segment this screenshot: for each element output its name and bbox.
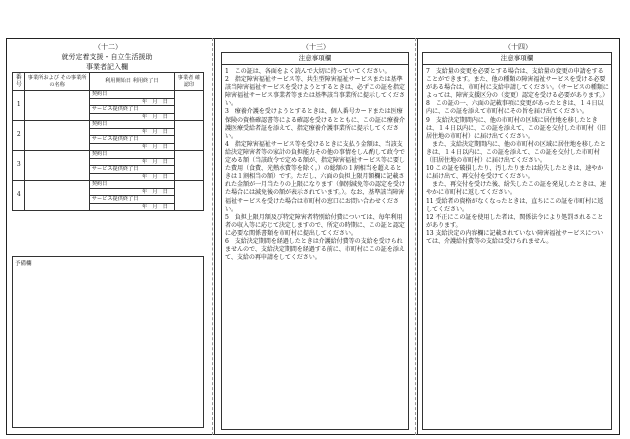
notice-paragraph: 1 この証は、各面をよく読んで大切に持っていてください。 bbox=[225, 68, 391, 75]
registry-table bbox=[12, 72, 204, 211]
contract-date-value: 年 月 日 bbox=[89, 158, 174, 166]
contract-date-value: 年 月 日 bbox=[89, 188, 174, 196]
notice-heading-middle: 注意事項欄 bbox=[221, 52, 409, 65]
service-end-label: サービス提供終了日 bbox=[89, 136, 174, 144]
notice-paragraph: 2 指定障害福祉サービス等、共生型障害福祉サービスまたは基準該当障害福祉サービスを受けようとするときは、必ずこの証を指定障害福祉サービス事業者等または基準該当事業所に提示してください。 bbox=[225, 76, 405, 108]
confirm-seal-cell[interactable] bbox=[174, 181, 203, 211]
business-cell[interactable] bbox=[25, 91, 89, 121]
header-confirm: 事業者 確認印 bbox=[174, 73, 203, 91]
notice-body-right bbox=[426, 68, 609, 246]
notice-paragraph: また、再交付を受けた後、紛失したこの証を発見したときは、速やかに市町村に返してください。 bbox=[426, 181, 606, 197]
notice-paragraph: 10 この証を破損したり、汚したりまたは紛失したときは、速やかに届け出て、再交付を受けてください。 bbox=[426, 165, 604, 181]
confirm-seal-cell[interactable] bbox=[174, 91, 203, 121]
header-business: 事業所および その事業所の名称 bbox=[25, 73, 89, 91]
service-end-value: 年 月 日 bbox=[89, 173, 174, 181]
fold-line-right bbox=[415, 38, 416, 435]
notice-paragraph: 3 療養介護を受けようとするときは、個人番号カードまたは医療保険の資格確認書等による確認を受けるとともに、この証に療養介護医療受給者証を添えて、指定療養介護事業所に提示してください。 bbox=[225, 108, 405, 140]
page-divider-left bbox=[214, 38, 215, 435]
notice-heading-right: 注意事項欄 bbox=[422, 52, 612, 65]
contract-date-label: 契約日 bbox=[89, 151, 174, 159]
registry-title-line1: 就労定着支援・自立生活援助 bbox=[61, 53, 153, 61]
service-end-value: 年 月 日 bbox=[89, 203, 174, 211]
registry-header-row bbox=[13, 73, 204, 91]
fold-line-left bbox=[212, 38, 213, 435]
contract-date-label: 契約日 bbox=[89, 91, 174, 99]
row-number: 3 bbox=[13, 151, 25, 181]
service-end-label: サービス提供終了日 bbox=[89, 166, 174, 174]
header-number: 番号 bbox=[13, 73, 25, 91]
contract-date-value: 年 月 日 bbox=[89, 128, 174, 136]
business-cell[interactable] bbox=[25, 181, 89, 211]
contract-date-label: 契約日 bbox=[89, 121, 174, 129]
page-number-14: （十四） bbox=[504, 43, 532, 51]
remarks-label: 予備欄 bbox=[15, 261, 32, 267]
notice-body-middle bbox=[225, 68, 406, 262]
notice-paragraph: 6 支給決定期間を経過したときは介護給付費等の支給を受けられませんので、支給決定期間を経過する前に、市町村にこの証を添えて、支給の再申請をしてください。 bbox=[225, 237, 405, 262]
service-end-value: 年 月 日 bbox=[89, 143, 174, 151]
notice-paragraph: 8 この証の一、六面の記載事項に変更があったときは、１４日以内に、この証を添えて市町村にその旨を届け出てください。 bbox=[426, 100, 604, 116]
notice-paragraph: 9 支給決定期間内に、他の市町村の区域に居住地を移したときは、１４日以内に、この証を添えて、この証を交付した市町村（旧居住地の市町村）に届け出てください。 bbox=[426, 116, 606, 140]
registry-title bbox=[12, 52, 202, 72]
notice-paragraph: また、支給決定期間内に、他の市町村の区域に居住地を移したときは、１４日以内に、この証を添えて、この証を交付した市町村（旧居住地の市町村）に届け出てください。 bbox=[426, 140, 606, 165]
service-end-label: サービス提供終了日 bbox=[89, 106, 174, 114]
remarks-field[interactable] bbox=[12, 256, 204, 428]
row-number: 1 bbox=[13, 91, 25, 121]
table-row bbox=[13, 91, 204, 99]
service-end-value: 年 月 日 bbox=[89, 113, 174, 121]
table-row bbox=[13, 181, 204, 189]
contract-date-value: 年 月 日 bbox=[89, 98, 174, 106]
page-number-12: （十二） bbox=[94, 43, 122, 51]
notice-paragraph: 11 受給者の資格がなくなったときは、直ちにこの証を市町村に返してください。 bbox=[426, 197, 604, 213]
notice-paragraph: 7 支給量の変更を必要とする場合は、支給量の変更の申請をすることができます。また、他の種類の障害福祉サービスを受ける必要がある場合は、市町村に支給申請してください。（サービスの種類によっては、障害支援区分の（変更）認定を受ける必要があります。） bbox=[426, 68, 609, 100]
page-divider-right bbox=[417, 38, 418, 435]
notice-paragraph: 5 負担上限月額及び特定障害者特別給付費については、毎年利用者の収入等に応じて決定しますので、所定の時期に、この証と認定に必要な関係書類を市町村に提出してください。 bbox=[225, 213, 405, 237]
confirm-seal-cell[interactable] bbox=[174, 151, 203, 181]
notice-paragraph: 4 指定障害福祉サービス等を受けるときに支払う金額は、当該支給決定障害者等の家計の負担能力その他の事情をしん酌して政令で定める額（当該政令で定める額が、指定障害福祉サービス等に要した費用（食費、光熱水費等を除く。）の総額の１割相当を超えるときは１割相当の額）です。ただし、六面の負担上限月額欄に記載された金額が一月当たりの上限になります（個別減免等の認定を受けた場合には減免後の額が表示されています。）。なお、基準該当障害福祉サービスを受けた場合は市町村の窓口にお問い合わせください。 bbox=[225, 140, 405, 213]
notice-paragraph: 13 支給決定の内容欄に記載されていない障害福祉サービスについては、介護給付費等の支給は受けられません。 bbox=[426, 229, 604, 245]
business-cell[interactable] bbox=[25, 121, 89, 151]
header-date: 利用開始日 利用終了日 bbox=[89, 73, 174, 91]
registry-title-line2: 事業者記入欄 bbox=[86, 63, 128, 71]
page-number-13: （十三） bbox=[302, 43, 330, 51]
row-number: 4 bbox=[13, 181, 25, 211]
contract-date-label: 契約日 bbox=[89, 181, 174, 189]
table-row bbox=[13, 151, 204, 159]
business-cell[interactable] bbox=[25, 151, 89, 181]
confirm-seal-cell[interactable] bbox=[174, 121, 203, 151]
notice-paragraph: 12 不正にこの証を使用した者は、関係法令により処罰されることがあります。 bbox=[426, 213, 604, 229]
table-row bbox=[13, 121, 204, 129]
row-number: 2 bbox=[13, 121, 25, 151]
service-end-label: サービス提供終了日 bbox=[89, 196, 174, 204]
